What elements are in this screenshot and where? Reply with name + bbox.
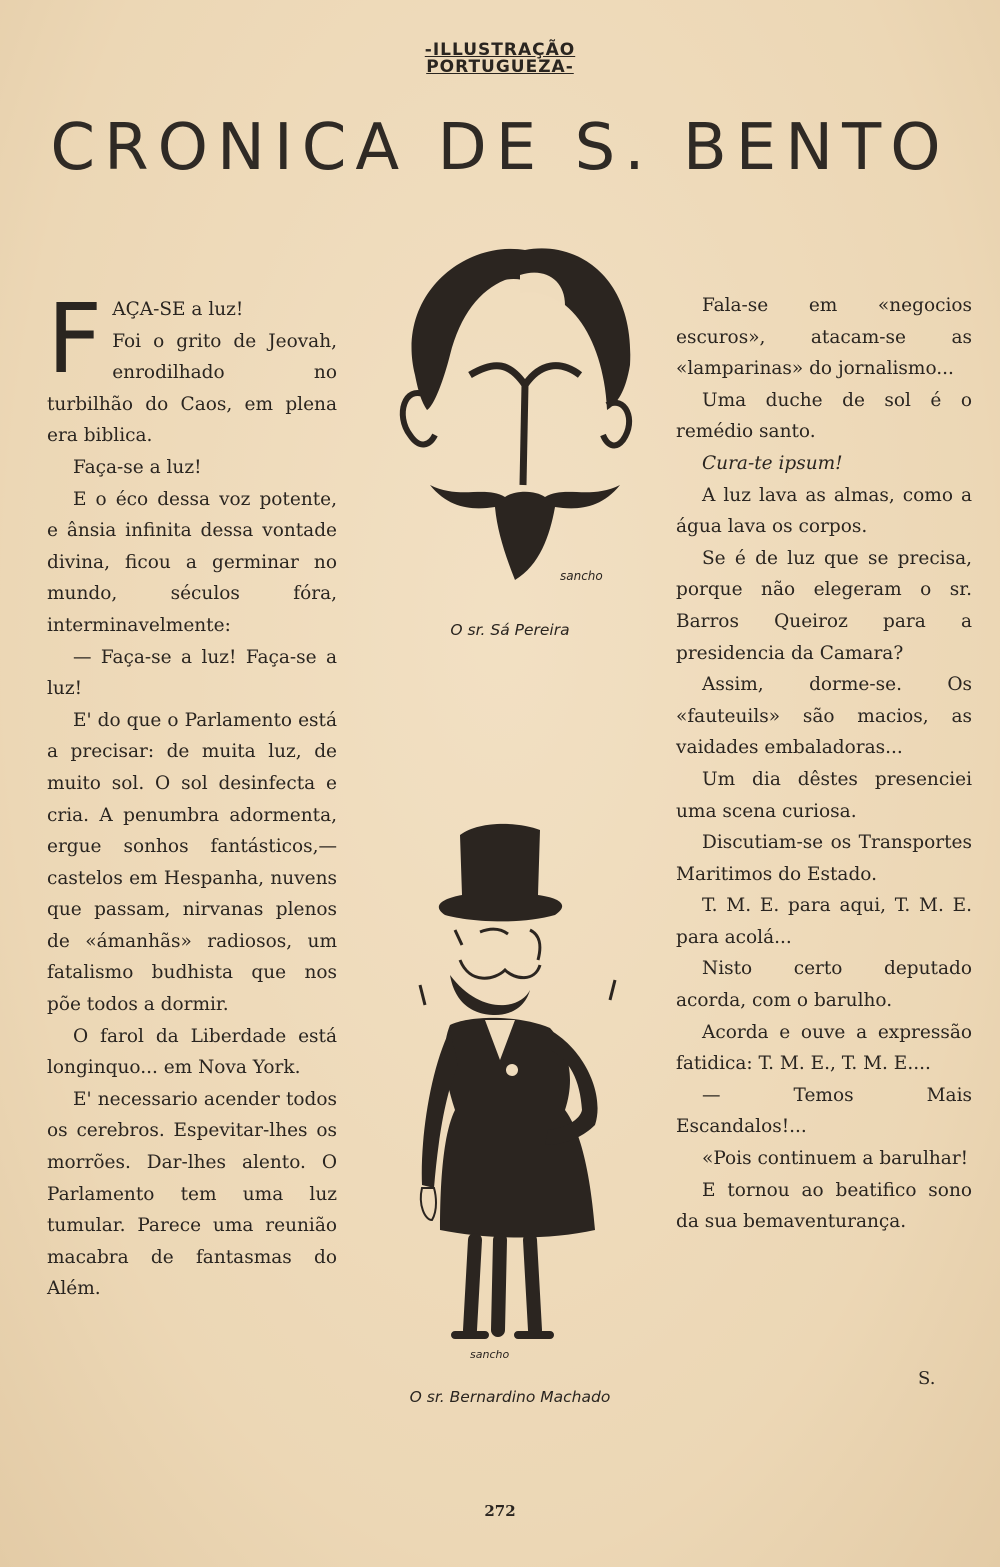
right-paragraph-12: — Temos Mais Escandalos!...	[676, 1084, 972, 1138]
left-paragraph-6: E' do que o Parlamento está a precisar: de muita luz, de muito sol. O sol desinfecta e cria. A penumbra adormenta, ergue sonhos fantásticos,— castelos em Hespanha, nuvens que passam, nirvanas plenos de «ámanhãs» radiosos, um fatalismo budhista que nos põe todos a dormir.	[47, 709, 337, 1016]
left-paragraph-7: O farol da Liberdade está longinquo... em Nova York.	[47, 1025, 337, 1079]
right-column	[676, 290, 972, 1238]
masthead-line-1: -ILLUSTRAÇÃO	[424, 40, 576, 60]
right-paragraph-9: T. M. E. para aqui, T. M. E. para acolá...	[676, 895, 972, 948]
right-paragraph-13: «Pois continuem a barulhar!	[702, 1148, 969, 1170]
left-paragraph-8: E' necessario acender todos os cerebros. Espevitar-lhes os morrões. Dar-lhes alento. O Parlamento tem uma luz tumular. Parece uma reunião macabra de fantasmas do Além.	[47, 1088, 337, 1300]
author-signature: S.	[918, 1368, 936, 1389]
right-paragraph-4: A luz lava as almas, como a água lava os corpos.	[676, 484, 972, 538]
right-paragraph-5: Se é de luz que se precisa, porque não elegeram o sr. Barros Queiroz para a presidencia da Camara?	[676, 547, 972, 664]
artist-signature-top: sancho	[560, 569, 603, 583]
masthead-logo	[0, 42, 1000, 76]
page-number: 272	[484, 1502, 516, 1520]
right-paragraph-7: Um dia dêstes presenciei uma scena curiosa.	[676, 768, 972, 822]
right-paragraph-3: Cura-te ipsum!	[702, 452, 843, 474]
right-paragraph-6: Assim, dorme-se. Os «fauteuils» são macios, as vaidades embaladoras...	[676, 674, 972, 759]
right-paragraph-8: Discutiam-se os Transportes Maritimos do Estado.	[676, 832, 972, 885]
caption-top: O sr. Sá Pereira	[450, 621, 570, 639]
right-paragraph-14: E tornou ao beatifico sono da sua bemaventurança.	[676, 1179, 972, 1233]
left-paragraph-5: — Faça-se a luz! Faça-se a luz!	[47, 646, 337, 700]
left-paragraph-1: FAÇA-SE a luz!	[47, 283, 244, 395]
left-paragraph-4: E o éco dessa voz potente, e ânsia infinita dessa vontade divina, ficou a germinar no mundo, séculos fóra, interminavelmente:	[47, 488, 337, 636]
left-column	[47, 283, 337, 1305]
right-paragraph-2: Uma duche de sol é o remédio santo.	[676, 389, 972, 443]
right-paragraph-10: Nisto certo deputado acorda, com o barulho.	[676, 958, 972, 1012]
right-paragraph-11: Acorda e ouve a expressão fatidica: T. M. E., T. M. E....	[676, 1021, 972, 1075]
left-paragraph-3: Faça-se a luz!	[73, 456, 202, 478]
caricature-sa-pereira	[375, 235, 665, 605]
caricature-bernardino-machado	[400, 810, 640, 1370]
masthead-line-2: PORTUGUEZA-	[426, 57, 574, 77]
right-paragraph-1: Fala-se em «negocios escuros», atacam-se as «lamparinas» do jornalismo...	[676, 295, 972, 380]
artist-signature-bottom: sancho	[470, 1348, 510, 1361]
drop-cap: F	[47, 283, 103, 395]
article-title: CRONICA DE S. BENTO	[50, 111, 950, 185]
left-paragraph-2: Foi o grito de Jeovah, enrodilhado no turbilhão do Caos, em plena era biblica.	[47, 330, 337, 447]
caption-bottom: O sr. Bernardino Machado	[409, 1388, 611, 1406]
